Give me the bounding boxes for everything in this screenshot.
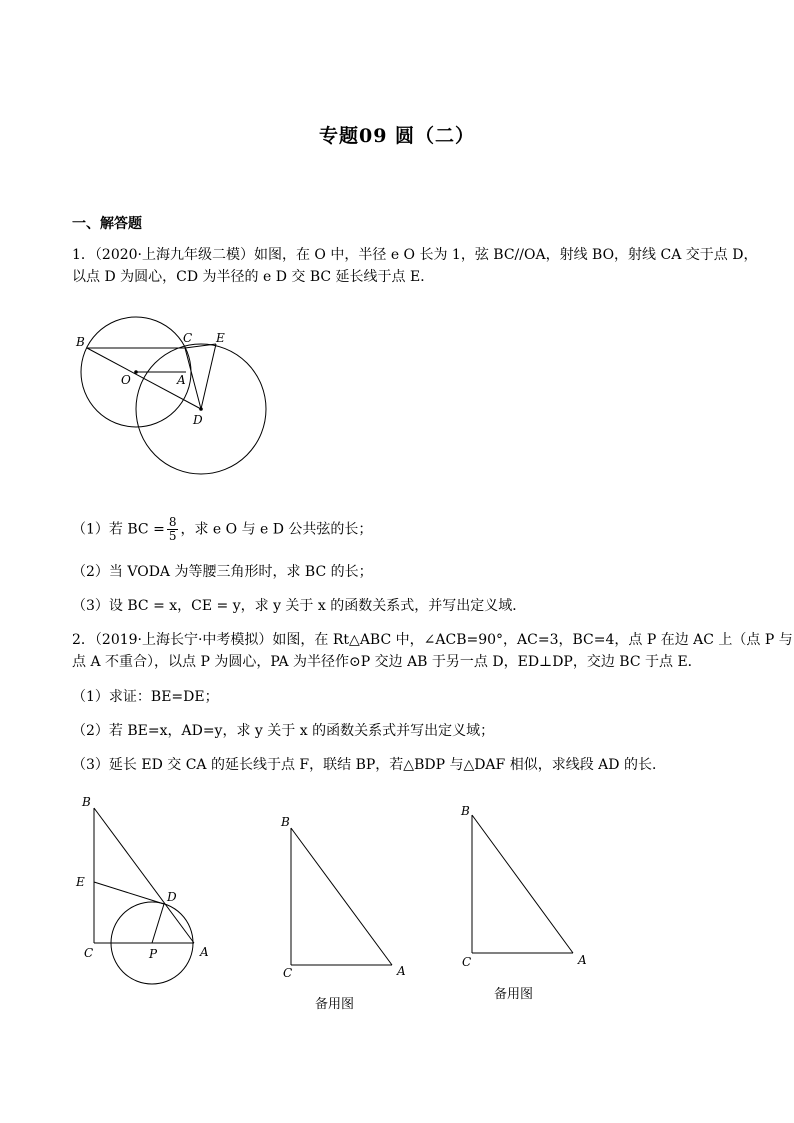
label-d: D (167, 890, 177, 904)
label-b: B (281, 815, 290, 829)
spare-caption-1: 备用图 (315, 997, 355, 1012)
label-a: A (200, 945, 209, 959)
label-p: P (149, 947, 158, 961)
label-o: O (121, 373, 131, 387)
q2-part2: （2）若 BE=x，AD=y，求 y 关于 x 的函数关系式并写出定义域； (72, 723, 495, 739)
q1-part2: （2）当 VODA 为等腰三角形时，求 BC 的长； (72, 564, 373, 580)
label-a: A (578, 953, 587, 967)
label-c: C (183, 331, 193, 345)
label-a: A (397, 964, 406, 978)
label-d: D (193, 413, 203, 427)
q1-stem-line1: 1．（2020·上海九年级二模）如图，在 O 中，半径 e O 长为 1，弦 BC//OA，射线 BO，射线 CA 交于点 D， (72, 247, 758, 263)
page-title: 专题09 圆（二） (318, 125, 476, 147)
q2-part3: （3）延长 ED 交 CA 的延长线于点 F，联结 BP，若△BDP 与△DAF 相似，求线段 AD 的长． (72, 757, 666, 773)
label-e: E (76, 875, 85, 889)
label-c: C (462, 955, 472, 969)
q1-part3: （3）设 BC = x，CE = y，求 y 关于 x 的函数关系式，并写出定义域． (72, 598, 527, 614)
q2-stem-line2: 点 A 不重合），以点 P 为圆心，PA 为半径作⊙P 交边 AB 于另一点 D，ED⊥DP，交边 BC 于点 E． (72, 654, 702, 670)
q1-stem-line2: 以点 D 为圆心，CD 为半径的 e D 交 BC 延长线于点 E． (72, 269, 435, 285)
spare-caption-2: 备用图 (494, 987, 534, 1002)
label-b: B (76, 335, 85, 349)
label-e: E (216, 331, 225, 345)
label-b: B (82, 795, 91, 809)
section-heading: 一、解答题 (72, 216, 142, 232)
label-c: C (84, 946, 94, 960)
q2-part1: （1）求证：BE=DE； (72, 689, 219, 705)
label-a: A (177, 373, 186, 387)
q2-stem-line1: 2．（2019·上海长宁·中考模拟）如图，在 Rt△ABC 中，∠ACB=90°，AC=3，BC=4，点 P 在边 AC 上（点 P 与 (72, 632, 793, 648)
q1-part1: （1）若 BC = $\frac{8}{5}$ ，求 e O 与 e D 公共弦的长； (72, 515, 373, 543)
label-c: C (283, 966, 293, 980)
label-b: B (461, 804, 470, 818)
